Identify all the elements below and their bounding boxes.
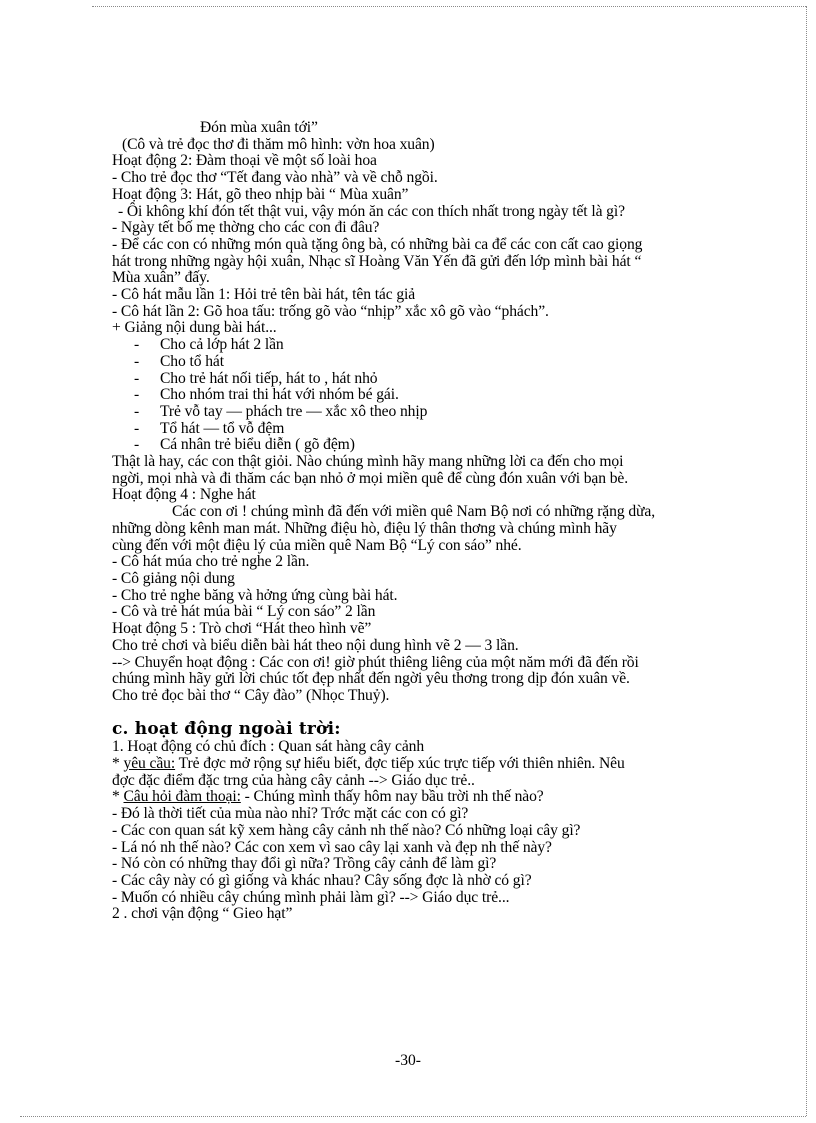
text-line: - Cô hát mẫu lần 1: Hỏi trẻ tên bài hát, tên tác giả (112, 286, 416, 304)
text-line: Hoạt động 5 : Trò chơi “Hát theo hình vẽ” (112, 620, 372, 638)
list-item (112, 371, 787, 388)
text-line: Mùa xuân” đấy. (112, 269, 210, 287)
bullet-dash: - (134, 402, 140, 420)
text-line: Thật là hay, các con thật giỏi. Nào chúng mình hãy mang những lời ca đến cho mọi (112, 453, 624, 471)
text-line: Hoạt động 3: Hát, gõ theo nhịp bài “ Mùa xuân” (112, 185, 409, 203)
text-line: - Cô và trẻ hát múa bài “ Lý con sáo” 2 lần (112, 603, 376, 621)
question-line (112, 789, 787, 806)
text-line: Các con ơi ! chúng mình đã đến với miền quê Nam Bộ nơi có những rặng dừa, (172, 503, 655, 521)
page-number: -30- (395, 1052, 421, 1069)
text-line: Cho trẻ đọc bài thơ “ Cây đào” (Nhọc Thuỷ). (112, 686, 390, 704)
text-line: Đón mùa xuân tới” (200, 119, 318, 136)
text-line: --> Chuyển hoạt động : Các con ơi! giờ phút thiêng liêng của một năm mới đã đến rồi (112, 653, 639, 671)
list-item-text: Cho trẻ hát nối tiếp, hát to , hát nhỏ (160, 369, 378, 387)
text-line: - Các con quan sát kỹ xem hàng cây cảnh nh thế nào? Có những loại cây gì? (112, 821, 581, 839)
requirement-label: yêu cầu: (123, 755, 176, 773)
question-label: Câu hỏi đàm thoại: (123, 788, 241, 806)
question-prefix: * (112, 788, 124, 806)
list-item (112, 437, 787, 454)
text-line: - Cô hát múa cho trẻ nghe 2 lần. (112, 553, 310, 571)
text-line: 1. Hoạt động có chủ đích : Quan sát hàng cây cảnh (112, 738, 425, 756)
requirement-line (112, 756, 787, 773)
bullet-dash: - (134, 436, 140, 454)
text-line: + Giảng nội dung bài hát... (112, 319, 277, 337)
text-line: - Ngày tết bố mẹ thờng cho các con đi đâu? (112, 219, 380, 237)
list-item (112, 421, 787, 438)
page-frame-right (806, 6, 808, 1116)
lesson-block-b (112, 454, 787, 705)
page-frame-top (92, 6, 806, 8)
list-item (112, 404, 787, 421)
page-frame-bottom (20, 1116, 806, 1118)
text-line: - Để các con có những món quà tặng ông bà, có những bài ca để các con cất cao giọng (112, 235, 643, 253)
text-line: những dòng kênh man mát. Những điệu hò, điệu lý thân thơng và chúng mình hãy (112, 519, 617, 537)
text-line: 2 . chơi vận động “ Gieo hạt” (112, 905, 293, 923)
song-activity-list (112, 337, 787, 454)
list-item-text: Cá nhân trẻ biểu diễn ( gõ đệm) (160, 436, 355, 454)
text-line: - Cho trẻ đọc thơ “Tết đang vào nhà” và về chỗ ngồi. (112, 169, 438, 187)
text-line: Hoạt động 4 : Nghe hát (112, 486, 256, 504)
text-line: hát trong những ngày hội xuân, Nhạc sĩ Hoàng Văn Yến đã gửi đến lớp mình bài hát “ (112, 252, 642, 270)
text-line: - Cho trẻ nghe băng và hởng ứng cùng bài hát. (112, 586, 398, 604)
text-line: cùng đến với một điệu lý của miền quê Nam Bộ “Lý con sáo” nhé. (112, 536, 522, 554)
list-item (112, 337, 787, 354)
outdoor-activity-list (112, 739, 787, 756)
page-content (112, 120, 787, 923)
list-item-text: Cho cả lớp hát 2 lần (160, 336, 284, 354)
text-line: - Ôi không khí đón tết thật vui, vậy món ăn các con thích nhất trong ngày tết là gì? (118, 202, 625, 220)
section-heading: c. hoạt động ngoài trời: (112, 718, 341, 739)
requirement-prefix: * (112, 755, 124, 773)
text-line: - Cô giảng nội dung (112, 569, 235, 587)
list-item-text: Trẻ vỗ tay — phách tre — xắc xô theo nhịp (160, 402, 428, 420)
list-item-text: Cho tổ hát (160, 352, 224, 370)
question-list (112, 806, 787, 923)
requirement-line-2: đợc đặc điểm đặc trng của hàng cây cảnh --> Giáo dục trẻ.. (112, 771, 475, 789)
bullet-dash: - (134, 369, 140, 387)
text-line: - Muốn có nhiều cây chúng mình phải làm gì? --> Giáo dục trẻ... (112, 888, 510, 906)
text-line: - Nó còn có những thay đổi gì nữa? Trồng cây cảnh để làm gì? (112, 855, 497, 873)
bullet-dash: - (134, 386, 140, 404)
question-text: - Chúng mình thấy hôm nay bầu trời nh thế nào? (240, 788, 544, 806)
text-line: Hoạt động 2: Đàm thoại về một số loài hoa (112, 152, 377, 170)
text-line: - Đó là thời tiết của mùa nào nhỉ? Trớc mặt các con có gì? (112, 805, 469, 823)
bullet-dash: - (134, 419, 140, 437)
lesson-block-a (112, 120, 787, 337)
text-line: - Các cây này có gì giống và khác nhau? Cây sống đợc là nhờ có gì? (112, 871, 532, 889)
bullet-dash: - (134, 352, 140, 370)
list-item (112, 387, 787, 404)
list-item-text: Cho nhóm trai thi hát với nhóm bé gái. (160, 386, 399, 404)
text-line: - Cô hát lần 2: Gõ hoa tấu: trống gõ vào “nhịp” xắc xô gõ vào “phách”. (112, 302, 549, 320)
text-line: (Cô và trẻ đọc thơ đi thăm mô hình: vờn hoa xuân) (122, 135, 435, 153)
text-line: Cho trẻ chơi và biểu diễn bài hát theo nội dung hình vẽ 2 — 3 lần. (112, 636, 519, 654)
list-item-text: Tổ hát — tổ vỗ đệm (160, 419, 285, 437)
text-line: chúng mình hãy gửi lời chúc tốt đẹp nhất đến ngời yêu thơng trong dịp đón xuân về. (112, 670, 630, 688)
text-line: ngời, mọi nhà và đi thăm các bạn nhỏ ở mọi miền quê để cùng đón xuân với bạn bè. (112, 469, 629, 487)
bullet-dash: - (134, 336, 140, 354)
list-item (112, 354, 787, 371)
requirement-text: Trẻ đợc mở rộng sự hiểu biết, đợc tiếp xúc trực tiếp với thiên nhiên. Nêu (175, 755, 625, 773)
text-line: - Lá nó nh thế nào? Các con xem vì sao cây lại xanh và đẹp nh thế này? (112, 838, 552, 856)
